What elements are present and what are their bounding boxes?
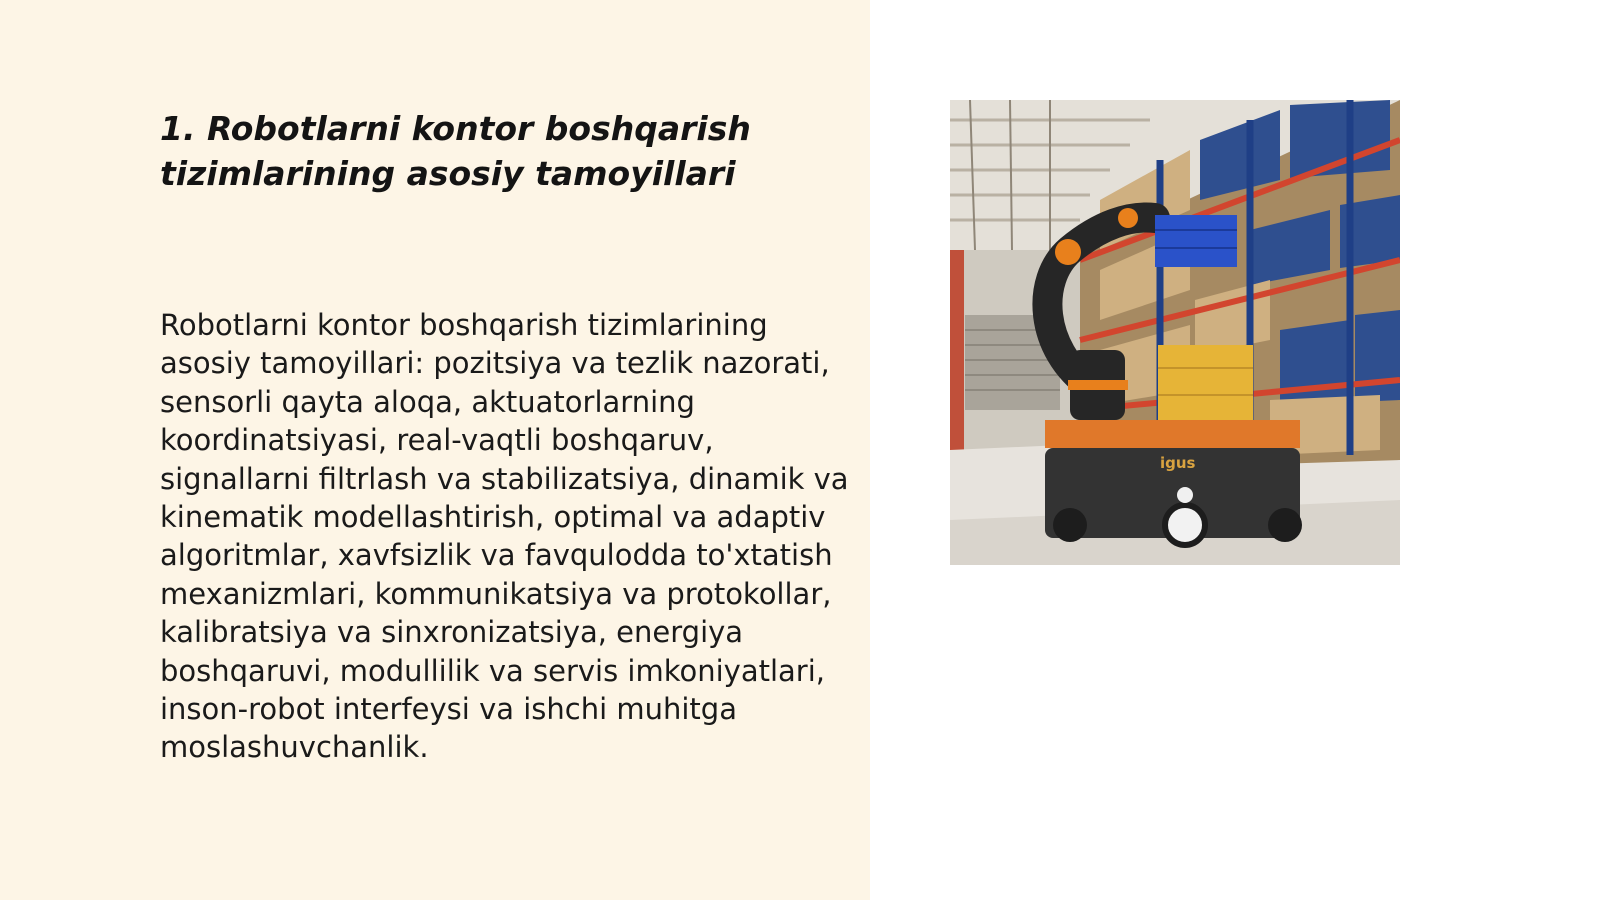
robot-logo-text: igus [1160, 454, 1196, 472]
warehouse-robot-photo [950, 100, 1400, 565]
slide-body-text: Robotlarni kontor boshqarish tizimlarining asosiy tamoyillari: pozitsiya va tezlik nazorati, sensorli qayta aloqa, aktuatorlarning koordinatsiyasi, real-vaqtli boshqaruv, signallarni filtrlash va stabilizatsiya, dinamik va kinematik modellashtirish, optimal va adaptiv algoritmlar, xavfsizlik va favqulodda to'xtatish mexanizmlari, kommunikatsiya va protokollar, kalibratsiya va sinxronizatsiya, energiya boshqaruvi, modullilik va servis imkoniyatlari, inson-robot interfeysi va ishchi muhitga moslashuvchanlik. [160, 308, 849, 765]
slide-title: 1. Robotlarni kontor boshqarish tizimlarining asosiy tamoyillari [160, 109, 751, 193]
